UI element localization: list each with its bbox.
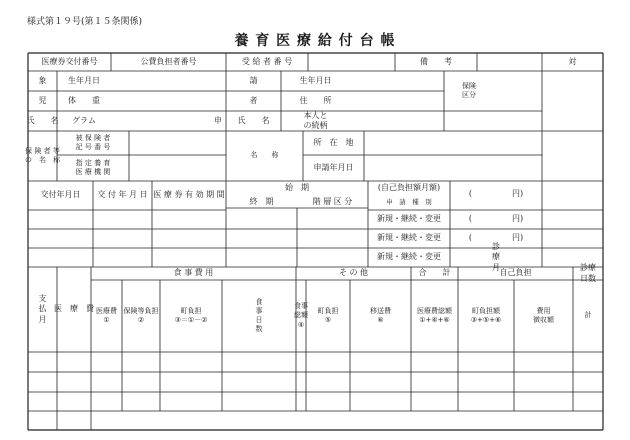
label-medical-fee: 医療費 ① [96, 306, 117, 324]
label-applicant-3: 者 [249, 95, 258, 105]
label-child-weight: 体 重 [68, 95, 100, 105]
label-insurance-type: 保険 区分 [462, 81, 476, 99]
label-amount-1: ( 円) [468, 189, 524, 199]
label-self-pay: 自己負担 [499, 268, 532, 278]
label-transport-cost: 移送費 ⑥ [370, 306, 391, 324]
label-application-type: 申 請 種 別 [386, 197, 432, 206]
label-ticket-number: 医療券交付番号 [41, 56, 98, 66]
label-period-start: 始 期 [285, 183, 309, 193]
form-title: 養 育 医 療 給 付 台 帳 [234, 33, 396, 49]
label-type-options-3: 新規・継続・変更 [377, 252, 441, 262]
label-weight-unit: グラム [72, 115, 96, 125]
label-child-birthdate: 生年月日 [68, 75, 100, 85]
label-applicant-1: 申 [214, 115, 222, 125]
label-treatment-days: 診療 日数 [580, 263, 596, 283]
label-child-1: 対 [568, 56, 577, 66]
label-remarks: 備 考 [420, 56, 452, 66]
label-institution-address: 所 在 地 [313, 137, 354, 147]
label-child-3: 児 [38, 95, 47, 105]
label-monthly-copay: (自己負担額月額) [377, 183, 441, 193]
label-meal-total: 食事 総額 ④ [294, 302, 308, 329]
label-insurer-name: 保 険 者 等 の 名 称 [25, 146, 60, 164]
form-number: 様式第１９号(第１５条関係) [27, 17, 143, 27]
label-recipient-number: 受 給 者 番 号 [241, 56, 293, 66]
label-insured-number: 被 保 険 者 記 号 番 号 [75, 133, 111, 151]
label-payer-number: 公費負担者番号 [140, 56, 197, 66]
label-grand-total: 計 [584, 311, 592, 320]
label-applicant-address: 住 所 [299, 95, 332, 105]
label-total-town-share: 町負担額 ③+⑤+⑥ [470, 306, 502, 324]
label-meal-cost: 食 事 費 用 [173, 268, 214, 278]
label-child-name: 氏 名 [26, 115, 59, 125]
label-town-share: 町負担 ③＝①－② [174, 306, 208, 324]
label-child-2: 象 [38, 75, 47, 85]
label-institution-name: 名 称 [250, 151, 279, 160]
label-total-medical: 医療費総額 ①+④+⑥ [417, 306, 452, 324]
label-collected-fee: 費用 徴収額 [533, 306, 554, 324]
label-application-date: 申請年月日 [313, 162, 354, 172]
label-amount-2: ( 円) [468, 214, 524, 224]
label-applicant-2: 請 [249, 75, 258, 85]
label-applicant-birthdate: 生年月日 [299, 75, 332, 85]
form-label [28, 411, 91, 430]
label-issue-date-2: 交 付 年 月 日 [97, 190, 148, 200]
label-relationship: 本人と の続柄 [303, 110, 328, 130]
label-amount-3: ( 円) [468, 233, 524, 243]
label-applicant-name: 氏 名 [237, 115, 270, 125]
label-medical-institution: 指 定 養 育 医 療 機 関 [75, 158, 111, 176]
label-total: 合 計 [418, 268, 451, 278]
label-period-end: 終 期 [249, 196, 274, 206]
label-bracket: 階 層 区 分 [312, 196, 353, 206]
label-treatment-month: 診 療 月 [492, 241, 500, 272]
label-other: そ の 他 [338, 268, 369, 278]
label-type-options-1: 新規・継続・変更 [377, 214, 441, 224]
label-type-options-2: 新規・継続・変更 [377, 233, 441, 243]
label-validity-period: 医 療 券 有 効 期 間 [153, 190, 225, 200]
label-payment-month: 支 払 月 [38, 293, 47, 324]
label-meal-days: 食 事 日 数 [255, 297, 263, 334]
label-issue-date: 交付年月日 [40, 190, 81, 200]
label-medical-cost: 医 療 費 [54, 304, 94, 314]
label-meal-town-share: 町負担 ⑤ [317, 306, 339, 324]
label-insurance-share: 保険等負担 ② [123, 306, 159, 324]
